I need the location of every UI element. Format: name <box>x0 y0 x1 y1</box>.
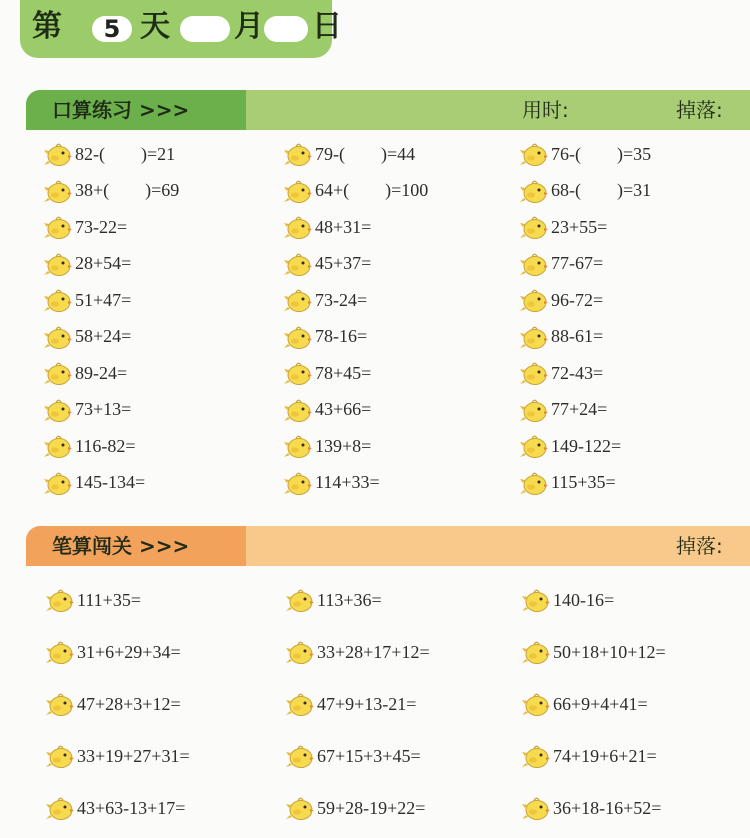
math-problem <box>520 322 603 352</box>
chick-icon <box>286 691 314 717</box>
problem-text: 33+19+27+31= <box>77 745 190 766</box>
chick-icon <box>284 251 312 277</box>
missed-label: 掉落: <box>676 534 723 558</box>
chick-icon <box>44 324 72 350</box>
chick-icon <box>522 743 550 769</box>
math-problem <box>286 585 382 615</box>
problem-text: 140-16= <box>553 589 615 610</box>
chick-icon <box>44 178 72 204</box>
chick-icon <box>520 287 548 313</box>
missed-label: 掉落: <box>676 98 723 122</box>
problem-text: 72-43= <box>551 362 604 383</box>
chick-icon <box>286 639 314 665</box>
day-header <box>20 0 342 58</box>
chick-icon <box>286 743 314 769</box>
problem-text: 67+15+3+45= <box>317 745 421 766</box>
problem-text: 73+13= <box>75 399 132 419</box>
chick-icon <box>522 691 550 717</box>
chick-icon <box>520 397 548 423</box>
math-problem <box>520 395 607 425</box>
math-problem <box>44 322 131 352</box>
math-problem <box>44 176 179 206</box>
date-blank[interactable] <box>264 16 308 42</box>
chick-icon <box>284 360 312 386</box>
problem-text: 78+45= <box>315 362 372 383</box>
math-problem <box>286 689 416 719</box>
problem-text: 77+24= <box>551 399 608 419</box>
math-problem <box>520 431 621 461</box>
chick-icon <box>284 214 312 240</box>
chick-icon <box>520 214 548 240</box>
math-problem <box>522 741 657 771</box>
math-problem <box>44 139 175 169</box>
chick-icon <box>520 141 548 167</box>
oral-calc-title: 口算练习 >>> <box>26 90 246 130</box>
chick-icon <box>522 587 550 613</box>
time-label: 用时: <box>522 98 569 122</box>
problem-text: 47+9+13-21= <box>317 693 417 714</box>
math-problem <box>520 212 607 242</box>
math-problem <box>520 358 603 388</box>
problem-text: 23+55= <box>551 216 608 237</box>
chick-icon <box>44 287 72 313</box>
problem-text: 115+35= <box>551 472 616 492</box>
math-problem <box>46 741 190 771</box>
problem-text: 43+66= <box>315 399 372 419</box>
problem-text: 116-82= <box>75 435 136 456</box>
problem-text: 48+31= <box>315 216 372 237</box>
problem-text: 88-61= <box>551 326 604 346</box>
problem-text: 114+33= <box>315 472 380 492</box>
math-problem <box>44 212 127 242</box>
chick-icon <box>284 141 312 167</box>
problem-text: 82-( )=21 <box>75 143 176 164</box>
math-problem <box>46 585 141 615</box>
problem-text: 31+6+29+34= <box>77 641 181 662</box>
chick-icon <box>46 795 74 821</box>
chick-icon <box>520 470 548 496</box>
problem-text: 66+9+4+41= <box>553 693 648 714</box>
date-label: 日 <box>312 9 342 44</box>
chick-icon <box>522 639 550 665</box>
day-number: 5 <box>92 16 132 42</box>
math-problem <box>46 689 181 719</box>
problem-text: 73-22= <box>75 216 128 237</box>
math-problem <box>520 139 651 169</box>
math-problem <box>44 285 131 315</box>
oral-calc-bar-strip <box>246 90 750 130</box>
month-label: 月 <box>234 9 264 44</box>
problem-text: 47+28+3+12= <box>77 693 181 714</box>
math-problem <box>284 468 380 498</box>
chick-icon <box>284 178 312 204</box>
chick-icon <box>520 178 548 204</box>
math-problem <box>520 249 603 279</box>
problem-text: 36+18-16+52= <box>553 797 662 818</box>
problem-text: 45+37= <box>315 253 372 273</box>
chick-icon <box>286 587 314 613</box>
day-suffix: 天 <box>140 9 170 44</box>
chick-icon <box>44 214 72 240</box>
math-problem <box>284 395 371 425</box>
problem-text: 77-67= <box>551 253 604 273</box>
problem-text: 113+36= <box>317 589 382 610</box>
chick-icon <box>284 397 312 423</box>
problem-text: 58+24= <box>75 326 132 346</box>
chick-icon <box>520 324 548 350</box>
problem-text: 96-72= <box>551 289 604 310</box>
math-problem <box>44 431 135 461</box>
math-problem <box>284 285 367 315</box>
problem-text: 73-24= <box>315 289 368 310</box>
math-problem <box>286 741 421 771</box>
math-problem <box>520 468 616 498</box>
problem-text: 28+54= <box>75 253 132 273</box>
math-problem <box>46 793 185 823</box>
problem-text: 79-( )=44 <box>315 143 416 164</box>
math-problem <box>44 395 131 425</box>
math-problem <box>44 249 131 279</box>
math-problem <box>522 689 648 719</box>
problem-text: 64+( )=100 <box>315 180 429 200</box>
math-problem <box>284 139 415 169</box>
chick-icon <box>44 251 72 277</box>
math-problem <box>284 249 371 279</box>
chick-icon <box>284 287 312 313</box>
math-problem <box>522 637 666 667</box>
math-problem <box>284 431 371 461</box>
chick-icon <box>284 324 312 350</box>
problem-text: 38+( )=69 <box>75 180 180 200</box>
problem-text: 89-24= <box>75 362 128 383</box>
math-problem <box>520 285 603 315</box>
chick-icon <box>284 433 312 459</box>
math-problem <box>284 322 367 352</box>
day-prefix: 第 <box>32 9 62 44</box>
math-problem <box>286 637 430 667</box>
problem-text: 78-16= <box>315 326 368 346</box>
chick-icon <box>284 470 312 496</box>
chick-icon <box>520 251 548 277</box>
chick-icon <box>44 360 72 386</box>
written-calc-bar <box>26 526 750 566</box>
math-problem <box>44 468 145 498</box>
math-problem <box>522 585 614 615</box>
problem-text: 76-( )=35 <box>551 143 652 164</box>
math-problem <box>520 176 651 206</box>
problem-text: 33+28+17+12= <box>317 641 430 662</box>
chick-icon <box>46 639 74 665</box>
problem-text: 59+28-19+22= <box>317 797 426 818</box>
chick-icon <box>46 743 74 769</box>
chick-icon <box>46 587 74 613</box>
chick-icon <box>522 795 550 821</box>
math-problem <box>286 793 425 823</box>
chick-icon <box>44 433 72 459</box>
month-blank[interactable] <box>180 16 230 42</box>
chick-icon <box>286 795 314 821</box>
chick-icon <box>520 433 548 459</box>
problem-text: 74+19+6+21= <box>553 745 657 766</box>
math-problem <box>284 358 371 388</box>
problem-text: 51+47= <box>75 289 132 310</box>
problem-text: 145-134= <box>75 472 146 492</box>
problem-text: 68-( )=31 <box>551 180 652 200</box>
chick-icon <box>46 691 74 717</box>
chick-icon <box>520 360 548 386</box>
oral-calc-bar <box>26 90 750 130</box>
math-problem <box>522 793 661 823</box>
written-calc-bar-strip <box>246 526 750 566</box>
math-problem <box>46 637 181 667</box>
math-problem <box>284 176 428 206</box>
problem-text: 111+35= <box>77 589 141 610</box>
problem-text: 139+8= <box>315 435 372 456</box>
problem-text: 43+63-13+17= <box>77 797 186 818</box>
chick-icon <box>44 141 72 167</box>
math-problem <box>44 358 127 388</box>
written-calc-title: 笔算闯关 >>> <box>26 526 246 566</box>
math-problem <box>284 212 371 242</box>
chick-icon <box>44 470 72 496</box>
problem-text: 149-122= <box>551 435 622 456</box>
chick-icon <box>44 397 72 423</box>
problem-text: 50+18+10+12= <box>553 641 666 662</box>
